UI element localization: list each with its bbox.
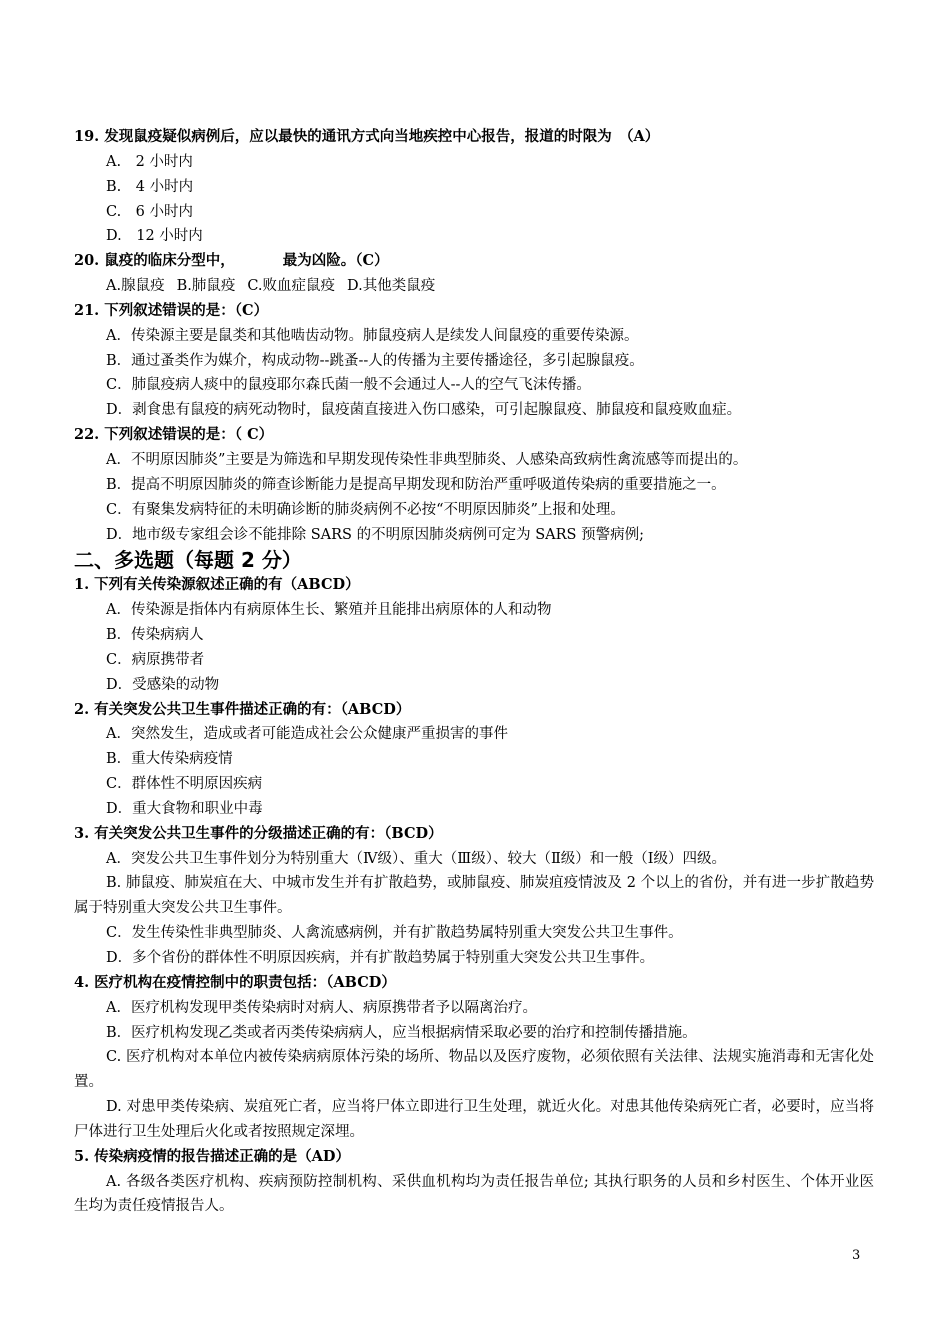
option-m2-d: D．重大食物和职业中毒 bbox=[106, 800, 263, 817]
document-content bbox=[74, 125, 874, 1219]
option-22-c: C．有聚集发病特征的未明确诊断的肺炎病例不必按“不明原因肺炎”上报和处理。 bbox=[106, 501, 625, 518]
question-20-post: 最为凶险。（C） bbox=[282, 252, 389, 270]
option-21-d: D．剥食患有鼠疫的病死动物时，鼠疫菌直接进入伤口感染，可引起腺鼠疫、肺鼠疫和鼠疫败血症。 bbox=[106, 402, 742, 419]
option-19-d: D. 12 小时内 bbox=[106, 228, 203, 245]
question-22: 22. 下列叙述错误的是：（ C） bbox=[74, 426, 274, 444]
option-m3-d: D．多个省份的群体性不明原因疾病，并有扩散趋势属于特别重大突发公共卫生事件。 bbox=[106, 950, 655, 966]
question-20-pre: 20. 鼠疫的临床分型中， bbox=[74, 252, 235, 270]
question-20 bbox=[74, 249, 874, 274]
option-m1-d: D．受感染的动物 bbox=[106, 676, 220, 693]
option-m1-b: B．传染病病人 bbox=[106, 627, 204, 644]
option-m4-b: B．医疗机构发现乙类或者丙类传染病病人，应当根据病情采取必要的治疗和控制传播措施。 bbox=[106, 1024, 697, 1041]
options-20 bbox=[74, 274, 874, 299]
option-22-d: D．地市级专家组会诊不能排除 SARS 的不明原因肺炎病例可定为 SARS 预警病例; bbox=[106, 526, 644, 543]
question-m3: 3. 有关突发公共卫生事件的分级描述正确的有：（BCD） bbox=[74, 824, 443, 842]
option-22-a: A．不明原因肺炎”主要是为筛选和早期发现传染性非典型肺炎、人感染高致病性禽流感等而提出的。 bbox=[106, 451, 748, 468]
option-m2-a: A．突然发生，造成或者可能造成社会公众健康严重损害的事件 bbox=[106, 726, 508, 743]
option-m1-a: A．传染源是指体内有病原体生长、繁殖并且能排出病原体的人和动物 bbox=[106, 602, 552, 619]
question-m4: 4. 医疗机构在疫情控制中的职责包括：（ABCD） bbox=[74, 973, 396, 991]
question-m1: 1. 下列有关传染源叙述正确的有（ABCD） bbox=[74, 576, 360, 594]
section-heading-multiple-choice: 二、多选题（每题 2 分） bbox=[74, 548, 302, 573]
option-20-a: A.腺鼠疫 bbox=[106, 278, 165, 295]
option-m3-c: C．发生传染性非典型肺炎、人禽流感病例，并有扩散趋势属特别重大突发公共卫生事件。 bbox=[106, 925, 683, 942]
option-m4-c: C. 医疗机构对本单位内被传染病病原体污染的场所、物品以及医疗废物，必须依照有关法律、法规实施消毒和无害化处置。 bbox=[74, 1049, 874, 1091]
option-19-c: C. 6 小时内 bbox=[106, 203, 194, 220]
option-19-a: A. 2 小时内 bbox=[106, 153, 193, 170]
question-m5: 5. 传染病疫情的报告描述正确的是（AD） bbox=[74, 1147, 351, 1165]
option-20-c: C.败血症鼠疫 bbox=[247, 278, 336, 295]
option-21-a: A．传染源主要是鼠类和其他啮齿动物。肺鼠疫病人是续发人间鼠疫的重要传染源。 bbox=[106, 327, 639, 344]
option-m2-b: B．重大传染病疫情 bbox=[106, 751, 233, 768]
option-m1-c: C．病原携带者 bbox=[106, 651, 205, 668]
page-number: 3 bbox=[852, 1248, 861, 1263]
option-m3-b: B. 肺鼠疫、肺炭疽在大、中城市发生并有扩散趋势，或肺鼠疫、肺炭疽疫情波及 2 个以上的省份，并有进一步扩散趋势属于特别重大突发公共卫生事件。 bbox=[74, 875, 874, 917]
option-22-b: B．提高不明原因肺炎的筛查诊断能力是提高早期发现和防治严重呼吸道传染病的重要措施之一。 bbox=[106, 476, 726, 493]
option-m5-a: A. 各级各类医疗机构、疾病预防控制机构、采供血机构均为责任报告单位; 其执行职务的人员和乡村医生、个体开业医生均为责任疫情报告人。 bbox=[74, 1173, 874, 1215]
option-m2-c: C．群体性不明原因疾病 bbox=[106, 776, 263, 793]
question-m2: 2. 有关突发公共卫生事件描述正确的有：（ABCD） bbox=[74, 700, 411, 718]
option-m3-a: A．突发公共卫生事件划分为特别重大（Ⅳ级）、重大（Ⅲ级）、较大（Ⅱ级）和一般（Ⅰ级）四级。 bbox=[106, 850, 727, 867]
question-19: 19. 发现鼠疫疑似病例后，应以最快的通讯方式向当地疾控中心报告，报道的时限为 （A） bbox=[74, 128, 660, 145]
option-21-b: B．通过蚤类作为媒介，构成动物--跳蚤--人的传播为主要传播途径，多引起腺鼠疫。 bbox=[106, 352, 644, 369]
option-20-d: D.其他类鼠疫 bbox=[347, 278, 436, 295]
option-20-b: B.肺鼠疫 bbox=[176, 278, 236, 295]
option-m4-d: D. 对患甲类传染病、炭疽死亡者，应当将尸体立即进行卫生处理，就近火化。对患其他传染病死亡者，必要时，应当将尸体进行卫生处理后火化或者按照规定深埋。 bbox=[74, 1099, 874, 1140]
option-19-b: B. 4 小时内 bbox=[106, 178, 194, 195]
option-21-c: C．肺鼠疫病人痰中的鼠疫耶尔森氏菌一般不会通过人--人的空气飞沫传播。 bbox=[106, 377, 591, 394]
question-21: 21. 下列叙述错误的是：（C） bbox=[74, 301, 269, 319]
option-m4-a: A．医疗机构发现甲类传染病时对病人、病原携带者予以隔离治疗。 bbox=[106, 999, 537, 1016]
